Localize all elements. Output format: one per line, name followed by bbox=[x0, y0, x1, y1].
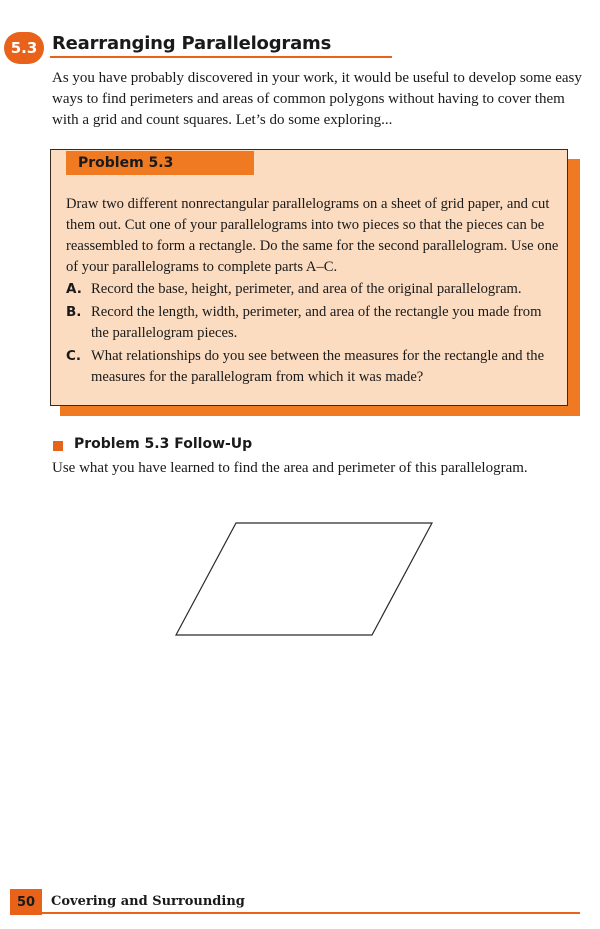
footer-book-title: Covering and Surrounding bbox=[51, 894, 245, 909]
followup-text: Use what you have learned to find the area and perimeter of this parallelogram. bbox=[52, 460, 528, 476]
page-number: 50 bbox=[10, 889, 42, 915]
parallelogram-figure bbox=[170, 515, 440, 640]
followup-title: Problem 5.3 Follow-Up bbox=[74, 436, 253, 452]
part-text: Record the length, width, perimeter, and area of the rectangle you made from the parallelogram pieces. bbox=[91, 304, 542, 341]
section-number-badge: 5.3 bbox=[4, 32, 44, 64]
parallelogram-shape bbox=[176, 523, 432, 635]
title-underline bbox=[50, 56, 392, 58]
footer-rule bbox=[42, 912, 580, 914]
part-text: What relationships do you see between the measures for the rectangle and the measures for the parallelogram from which it was made? bbox=[91, 348, 545, 385]
section-title: Rearranging Parallelograms bbox=[52, 33, 332, 54]
followup-bullet-icon bbox=[53, 441, 63, 451]
problem-label: Problem 5.3 bbox=[66, 151, 254, 175]
problem-part-c bbox=[66, 346, 560, 388]
problem-parts bbox=[66, 279, 560, 390]
part-text: Record the base, height, perimeter, and area of the original parallelogram. bbox=[91, 281, 522, 297]
intro-paragraph: As you have probably discovered in your work, it would be useful to develop some easy ways to find perimeters and areas of common polygons without having to cover them with a grid and count squares. Let’s do some exploring... bbox=[52, 70, 582, 128]
part-letter: B. bbox=[66, 304, 82, 320]
problem-part-b bbox=[66, 302, 560, 344]
problem-text: Draw two different nonrectangular parallelograms on a sheet of grid paper, and cut them out. Cut one of your parallelograms into two pieces so that the pieces can be reassembled to form a rectangle. Do the same for the second parallelogram. Use one of your parallelograms to complete parts A–C. bbox=[66, 196, 559, 275]
part-letter: A. bbox=[66, 281, 82, 297]
part-letter: C. bbox=[66, 348, 82, 364]
problem-part-a bbox=[66, 279, 560, 300]
